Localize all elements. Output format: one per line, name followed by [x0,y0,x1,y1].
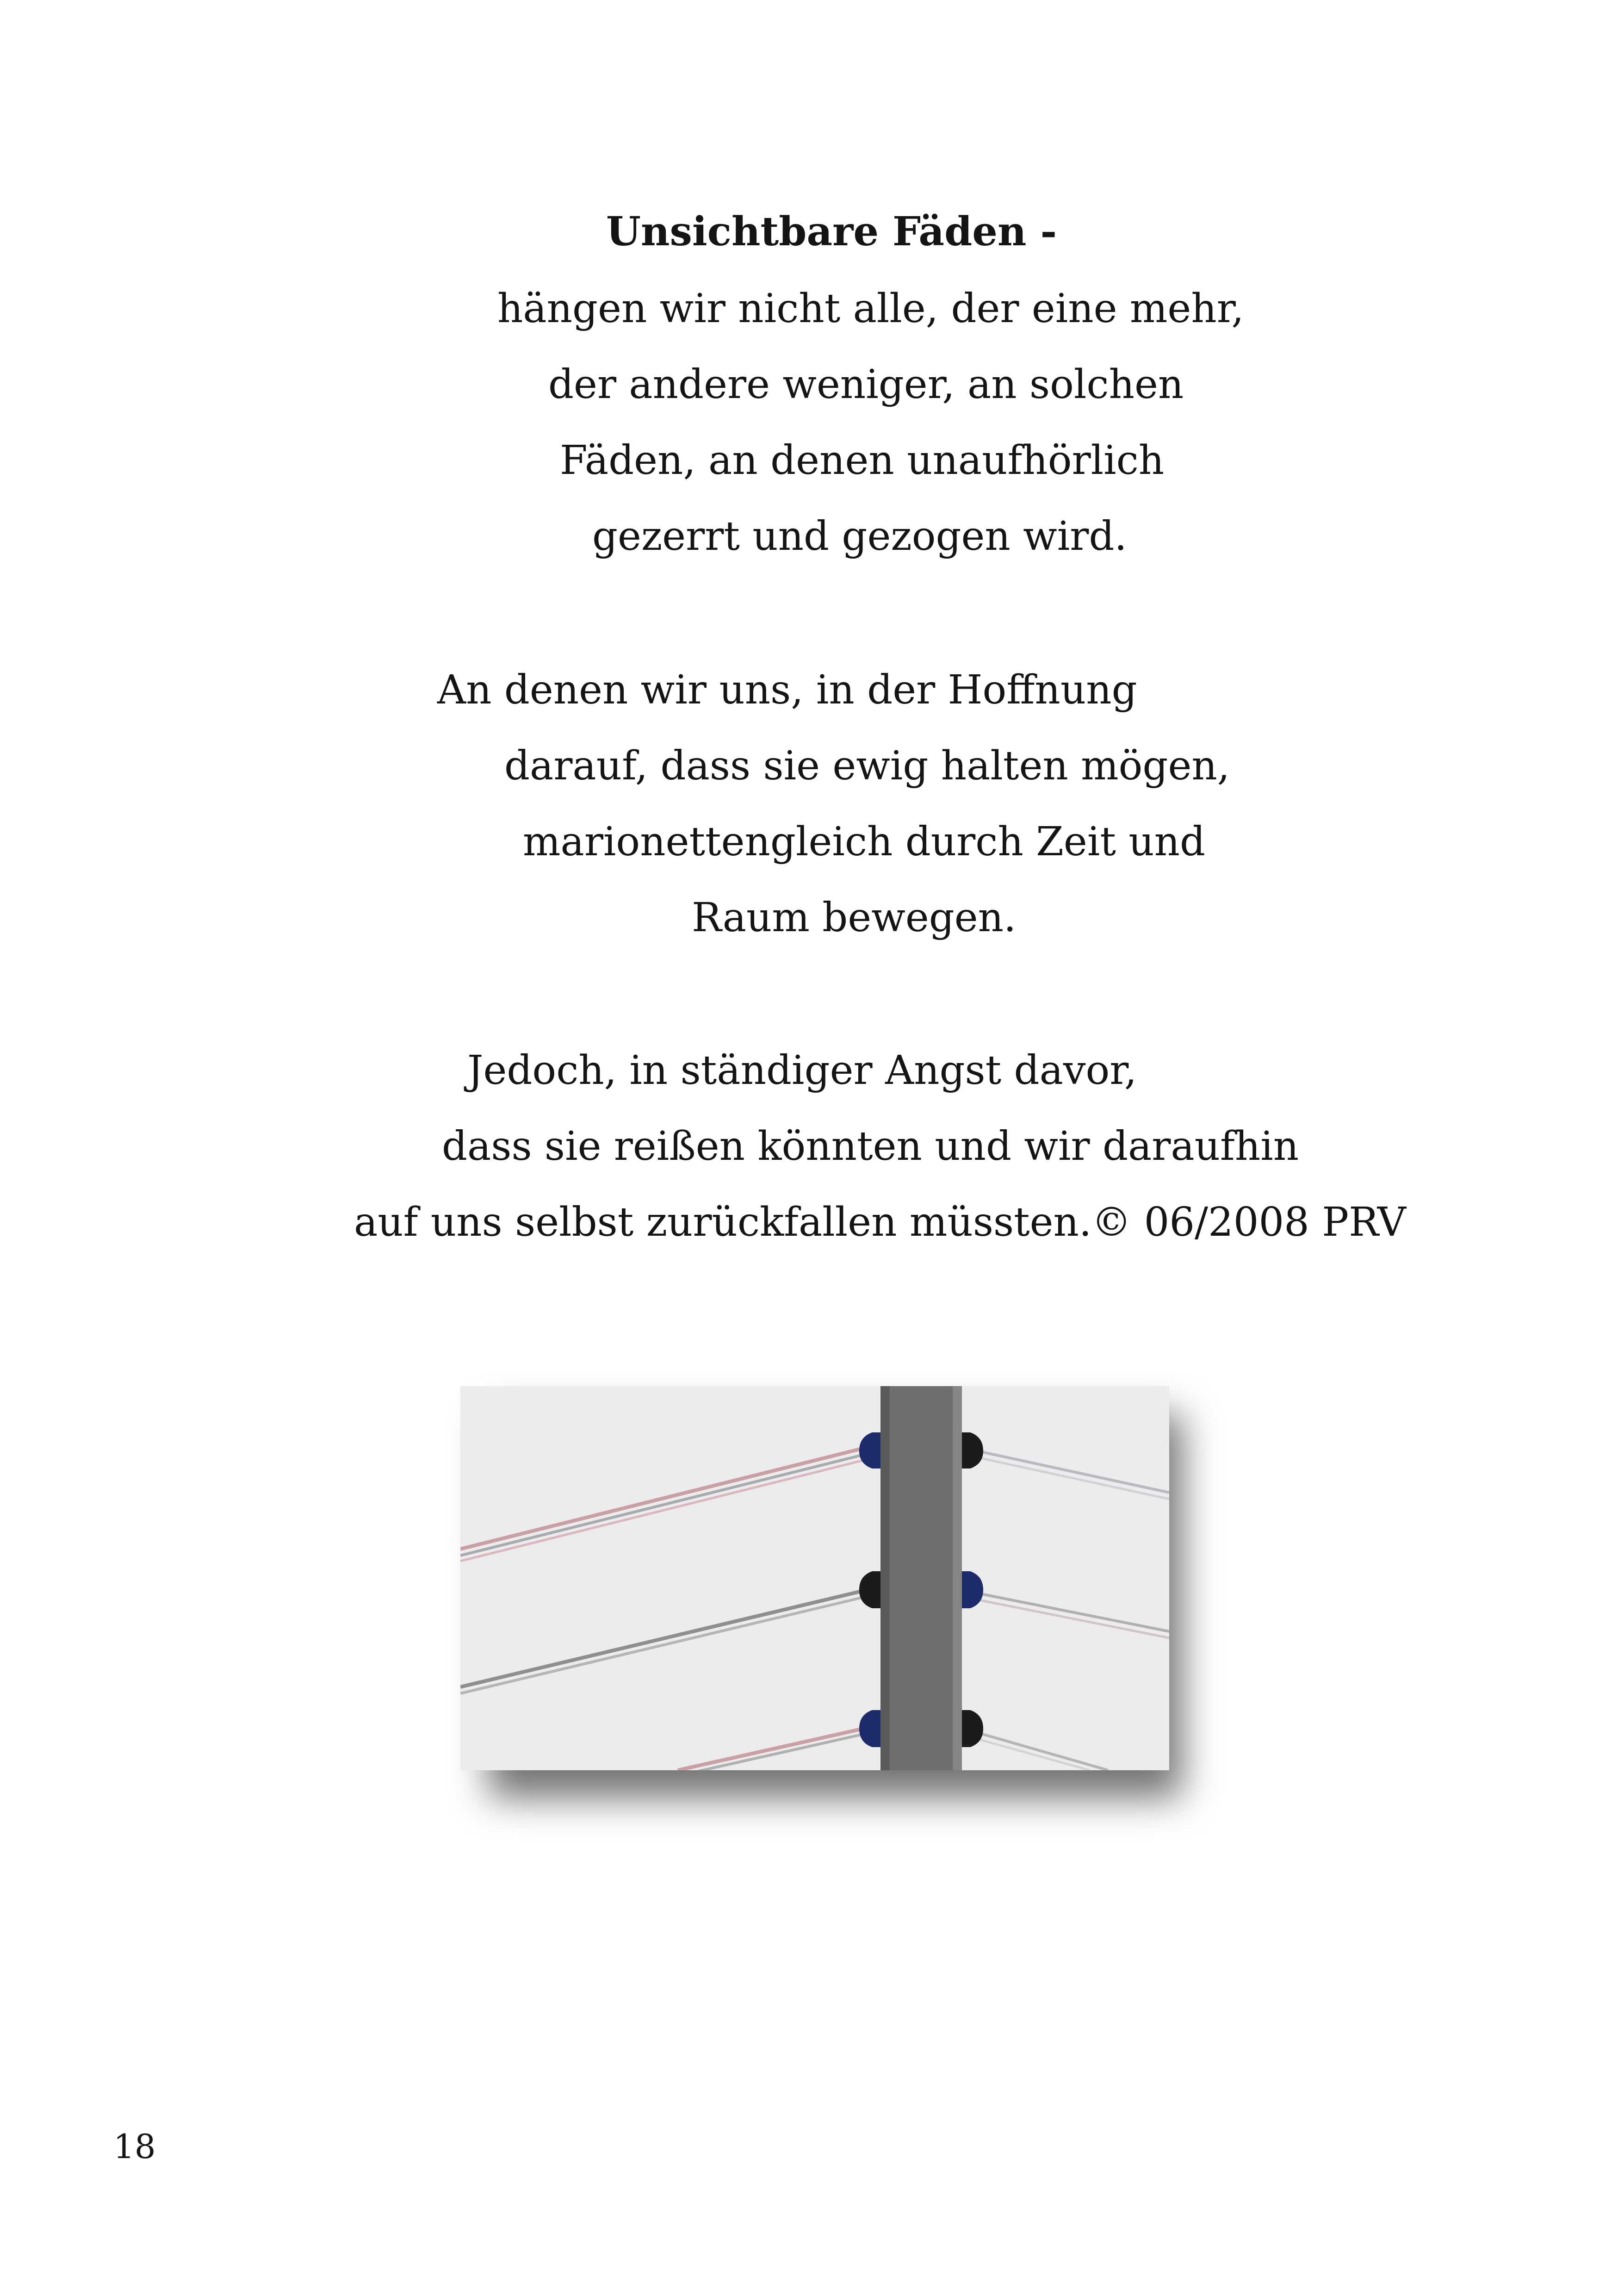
poem-line: gezerrt und gezogen wird. [592,513,1127,560]
poem-line: marionettengleich durch Zeit und [523,819,1206,865]
poem-line: darauf, dass sie ewig halten mögen, [504,743,1230,789]
poem-line: Fäden, an denen unaufhörlich [560,437,1165,484]
illustration [460,1386,1169,1770]
poem-line: dass sie reißen könnten und wir daraufhin [442,1123,1299,1170]
poem-line: der andere weniger, an solchen [548,361,1184,408]
strings-post-drawing [460,1386,1169,1770]
post [880,1386,962,1770]
poem-line: An denen wir uns, in der Hoffnung [437,667,1137,713]
poem-line: hängen wir nicht alle, der eine mehr, [497,286,1244,332]
poem-title: Unsichtbare Fäden - [606,208,1057,255]
poem-line: Raum bewegen. [692,895,1017,941]
poem-line: auf uns selbst zurückfallen müssten.© 06/2008 PRV [354,1199,1406,1245]
poem-line: Jedoch, in ständiger Angst davor, [467,1047,1137,1094]
illustration-frame [460,1386,1169,1770]
page-number: 18 [113,2127,156,2166]
